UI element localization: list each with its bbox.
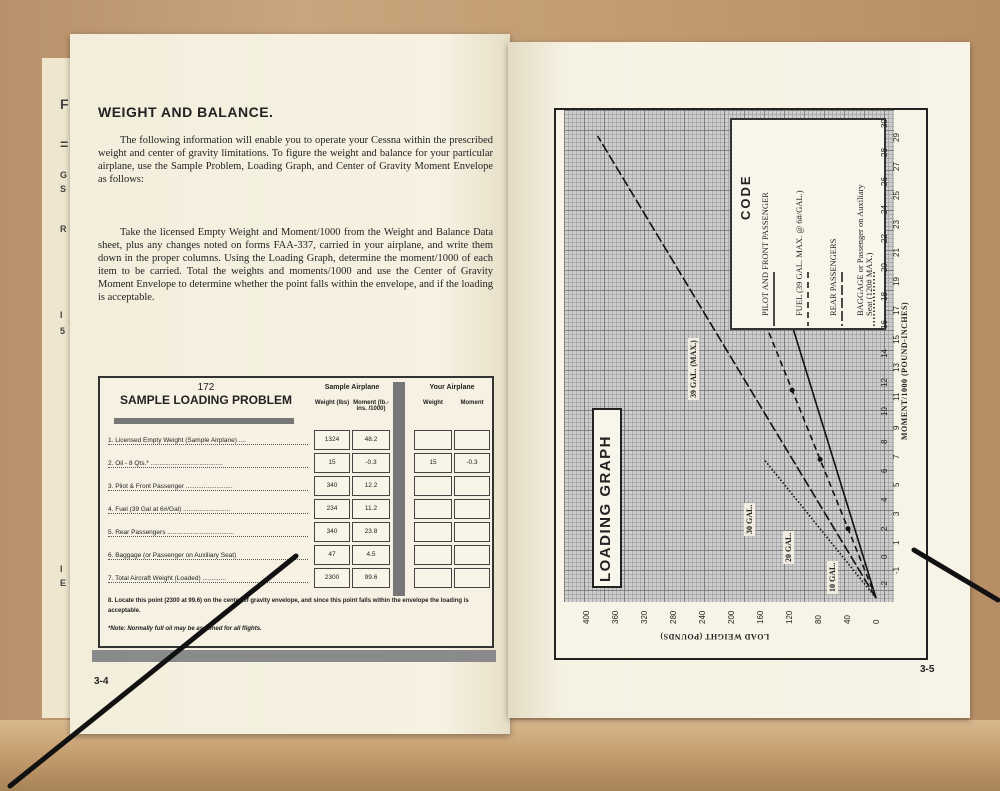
table-title: [108, 382, 304, 407]
load-weight-tick-label: 40: [843, 615, 852, 624]
load-weight-tick-label: 280: [669, 610, 678, 624]
moment-tick-label: 1: [892, 540, 901, 545]
page-heading: WEIGHT AND BALANCE.: [98, 104, 274, 120]
legend-entry-rear-passengers: REAR PASSENGERS: [828, 238, 838, 316]
gal-label-39: 39 GAL. (MAX.): [689, 340, 698, 398]
table-cell-your-moment[interactable]: [454, 545, 490, 565]
moment-tick-label: 7: [892, 454, 901, 459]
load-weight-tick-label: 400: [582, 610, 591, 624]
load-weight-tick-label: 240: [698, 610, 707, 624]
moment-tick-label: 29: [892, 133, 901, 143]
table-cell-moment: 99.6: [352, 568, 390, 588]
under-glyph: F: [60, 96, 69, 112]
moment-tick-label: 24: [880, 205, 889, 215]
table-cell-your-weight[interactable]: [414, 568, 452, 588]
moment-tick-label: 14: [880, 349, 889, 358]
table-cell-moment: 4.5: [352, 545, 390, 565]
table-cell-your-weight[interactable]: [414, 499, 452, 519]
moment-tick-label: 13: [892, 363, 901, 373]
moment-tick-label: -1: [892, 566, 901, 574]
moment-tick-label: 2: [880, 526, 889, 531]
y-axis-title: MOMENT/1000 (POUND-INCHES): [900, 301, 909, 440]
load-weight-tick-label: 200: [727, 610, 736, 624]
load-weight-tick-label: 80: [814, 615, 823, 624]
table-cell-your-weight[interactable]: [414, 430, 452, 450]
note-oil: *Note: Normally full oil may be assumed for all flights.: [108, 626, 262, 632]
table-cell-your-weight[interactable]: [414, 545, 452, 565]
moment-tick-label: 9: [892, 425, 901, 430]
pointer-stick-left: [0, 540, 320, 791]
moment-tick-label: 15: [892, 334, 901, 344]
fuel-gallon-marker: [790, 388, 795, 393]
table-title-text: SAMPLE LOADING PROBLEM: [119, 393, 292, 407]
load-weight-tick-label: 320: [640, 610, 649, 624]
moment-tick-label: 26: [880, 176, 889, 186]
under-glyph: R: [60, 224, 67, 234]
moment-tick-label: -2: [880, 580, 889, 588]
table-row-label: 7. Total Aircraft Weight (Loaded) .............: [108, 575, 308, 583]
moment-tick-label: 16: [880, 320, 889, 330]
table-cell-your-weight[interactable]: 15: [414, 453, 452, 473]
moment-tick-label: 4: [880, 497, 889, 502]
moment-tick-label: 12: [880, 377, 889, 387]
moment-tick-label: 6: [880, 468, 889, 473]
load-weight-tick-label: 160: [756, 610, 765, 624]
load-weight-tick-label: 120: [785, 610, 794, 624]
table-cell-weight: 47: [314, 545, 350, 565]
table-row-label: 2. Oil - 8 Qts.* ........................................: [108, 460, 308, 468]
table-cell-weight: 340: [314, 522, 350, 542]
legend-entry-pilot: PILOT AND FRONT PASSENGER: [760, 192, 770, 316]
under-glyph: I: [60, 310, 63, 320]
page-number-right: 3-5: [920, 664, 935, 675]
table-cell-moment: -0.3: [352, 453, 390, 473]
table-cell-your-weight[interactable]: [414, 522, 452, 542]
series-line-baggage: [764, 459, 876, 598]
moment-tick-label: 5: [892, 482, 901, 488]
code-title: CODE: [738, 174, 753, 220]
moment-tick-label: 17: [892, 305, 901, 315]
table-cell-your-moment[interactable]: [454, 430, 490, 450]
table-row-label: 1. Licensed Empty Weight (Sample Airplane) ....: [108, 437, 308, 445]
moment-tick-label: 3: [892, 511, 901, 517]
table-cell-weight: 15: [314, 453, 350, 473]
moment-tick-label: 21: [892, 248, 901, 258]
moment-tick-label: 20: [880, 262, 889, 272]
table-cell-your-moment[interactable]: [454, 499, 490, 519]
note-locate-point: 8. Locate this point (2300 at 99.6) on the center of gravity envelope, and since this point falls within the envelope the loading is acceptable.: [108, 598, 469, 614]
moment-tick-label: 18: [880, 291, 889, 301]
column-divider-bar: [393, 382, 405, 596]
table-cell-weight: 1324: [314, 430, 350, 450]
load-weight-tick-label: 360: [611, 610, 620, 624]
table-row-label: 4. Fuel (39 Gal at 6#/Gal) ..........................: [108, 506, 308, 514]
under-glyph: I: [60, 564, 63, 574]
title-underline-bar: [114, 418, 294, 424]
moment-tick-label: 30: [880, 119, 889, 128]
table-cell-your-moment[interactable]: [454, 568, 490, 588]
moment-tick-label: 23: [892, 219, 901, 229]
right-page: [508, 42, 970, 718]
moment-tick-label: 11: [892, 392, 901, 402]
your-moment-column-header: Moment: [460, 400, 484, 406]
table-cell-your-moment[interactable]: -0.3: [454, 453, 490, 473]
loading-graph-frame: [554, 108, 928, 660]
table-cell-weight: 2300: [314, 568, 350, 588]
graph-title: LOADING GRAPH: [597, 435, 614, 582]
legend-entry-baggage: BAGGAGE or Passenger on Auxiliary Seat (120# MAX.): [855, 184, 874, 316]
table-cell-moment: 11.2: [352, 499, 390, 519]
intro-paragraph: The following information will enable you to operate your Cessna within the prescribed weight and center of gravity limitations. To figure the weight and balance for your particular airplane, use the Sample Problem, Loading Graph, and Center of Gravity Moment Envelope as follows:: [98, 135, 493, 185]
x-axis-title: LOAD WEIGHT (POUNDS): [660, 632, 770, 641]
your-weight-column-header: Weight: [423, 400, 443, 406]
moment-tick-label: 10: [880, 406, 889, 416]
graph-title-box: [592, 408, 622, 588]
table-row-label: 6. Baggage (or Passenger on Auxiliary Seat): [108, 552, 308, 560]
page-number-left: 3-4: [94, 676, 109, 687]
pointer-stick-right: [900, 536, 1000, 616]
table-cell-your-moment[interactable]: [454, 522, 490, 542]
model-number: 172: [197, 382, 215, 393]
moment-tick-label: 22: [880, 234, 889, 243]
fuel-gallon-marker: [846, 526, 851, 531]
table-cell-moment: 48.2: [352, 430, 390, 450]
table-cell-moment: 12.2: [352, 476, 390, 496]
table-cell-moment: 23.8: [352, 522, 390, 542]
moment-column-header: Moment (lb.-ins. /1000): [353, 400, 389, 412]
table-cell-weight: 234: [314, 499, 350, 519]
moment-tick-label: 27: [892, 162, 901, 172]
fuel-gallon-marker: [818, 457, 823, 462]
your-airplane-header: Your Airplane: [429, 384, 475, 391]
moment-tick-label: 25: [892, 190, 901, 200]
under-glyph: S: [60, 184, 67, 194]
table-row-label: 5. Rear Passengers .....................................: [108, 529, 308, 537]
table-row-label: 3. Pilot & Front Passenger ..........................: [108, 483, 308, 491]
under-glyph: E: [60, 578, 67, 588]
code-legend: [730, 118, 886, 330]
load-weight-tick-label: 0: [872, 619, 881, 624]
gal-label-10: 10 GAL.: [828, 562, 837, 592]
under-glyph: G: [60, 170, 68, 180]
table-cell-your-weight[interactable]: [414, 476, 452, 496]
moment-tick-label: 0: [880, 554, 889, 560]
moment-tick-label: 19: [892, 277, 901, 287]
weight-column-header: Weight (lbs): [314, 400, 350, 406]
gal-label-30: 30 GAL.: [745, 504, 754, 534]
moment-tick-label: 8: [880, 439, 889, 445]
gal-label-20: 20 GAL.: [784, 532, 793, 562]
table-cell-weight: 340: [314, 476, 350, 496]
table-cell-your-moment[interactable]: [454, 476, 490, 496]
legend-entry-fuel: FUEL (39 GAL. MAX. @ 6#/GAL.): [794, 190, 804, 316]
moment-tick-label: 28: [880, 147, 889, 157]
under-glyph: 5: [60, 326, 66, 336]
under-glyph: =: [60, 136, 69, 152]
sample-airplane-header: Sample Airplane: [324, 384, 380, 391]
instructions-paragraph: Take the licensed Empty Weight and Moment/1000 from the Weight and Balance Data sheet, plus any changes noted on forms FAA-337, carried in your airplane, and write them down in the proper columns. Using the Loading Graph, determine the moment/1000 of each item to be carried. Total the weights and moments/1000 and use the Center of Gravity Moment Envelope to determine whether the point falls within the envelope, and if the loading is acceptable.: [98, 227, 493, 303]
